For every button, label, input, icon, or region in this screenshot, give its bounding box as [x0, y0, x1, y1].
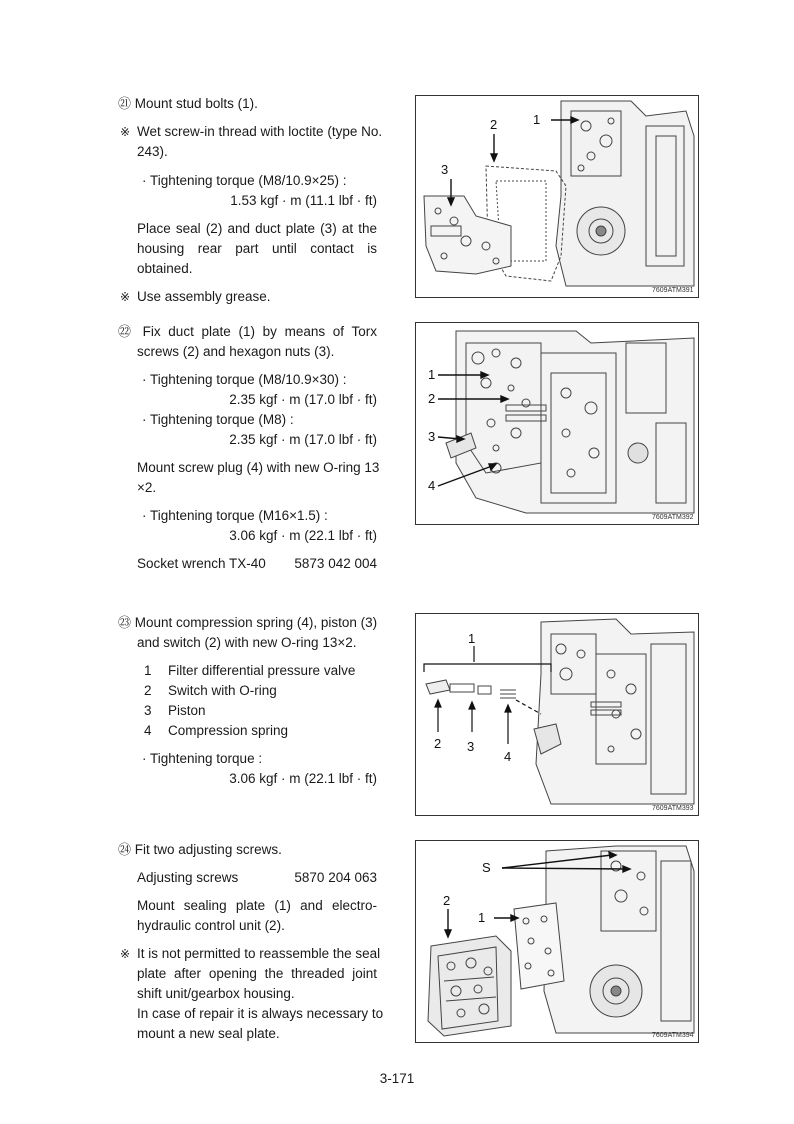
torque-value: 2.35 kgf · m (17.0 lbf · ft) — [229, 392, 377, 407]
list-item-number: 1 — [144, 663, 152, 678]
assembly-illustration — [416, 614, 698, 815]
figure-code: 7609ATM391 — [652, 287, 694, 294]
figure-7609ATM394 — [415, 840, 699, 1043]
note-mark: ※ — [120, 125, 131, 139]
figure-code: 7609ATM392 — [652, 514, 694, 521]
list-item-label: Switch with O-ring — [168, 683, 277, 698]
callout-1: 1 — [478, 910, 486, 925]
tool-number: 5870 204 063 — [294, 870, 377, 885]
note-text-line: mount a new seal plate. — [137, 1026, 280, 1041]
list-item-number: 4 — [144, 723, 152, 738]
callout-1: 1 — [533, 112, 541, 127]
note-text-line: 243). — [137, 144, 168, 159]
title-line: and switch (2) with new O-ring 13×2. — [137, 635, 357, 650]
paragraph-line: housing rear part until contact is — [137, 241, 377, 256]
list-item-label: Compression spring — [168, 723, 289, 738]
list-item-label: Piston — [168, 703, 206, 718]
callout-2: 2 — [490, 117, 498, 132]
torque-label: · Tightening torque (M8/10.9×25) : — [142, 173, 347, 188]
list-item-number: 2 — [144, 683, 152, 698]
callout-3: 3 — [428, 429, 436, 444]
callout-2: 2 — [428, 391, 436, 406]
step-21-title: ㉑ Mount stud bolts (1). — [118, 96, 258, 112]
assembly-illustration — [416, 96, 698, 297]
callout-s: S — [482, 860, 491, 875]
step-22-title: ㉒ Fix duct plate (1) by means of Torx — [118, 324, 377, 340]
torque-value: 2.35 kgf · m (17.0 lbf · ft) — [229, 432, 377, 447]
note-mark: ※ — [120, 290, 131, 304]
step-21-number: ㉑ — [118, 97, 132, 112]
figure-code: 7609ATM393 — [652, 805, 694, 812]
torque-label: · Tightening torque : — [142, 751, 263, 766]
step-24-number: ㉔ — [118, 843, 132, 858]
step-24-title: ㉔ Fit two adjusting screws. — [118, 842, 282, 858]
figure-code: 7609ATM394 — [652, 1032, 694, 1039]
step-23-title: ㉓ Mount compression spring (4), piston (3) — [118, 615, 378, 631]
callout-2: 2 — [434, 736, 442, 751]
assembly-illustration — [416, 841, 698, 1042]
title-line: screws (2) and hexagon nuts (3). — [137, 344, 335, 359]
note-text-line: plate after opening the threaded joint — [137, 966, 377, 981]
tool-name: Socket wrench TX-40 — [137, 556, 266, 571]
torque-label: · Tightening torque (M16×1.5) : — [142, 508, 328, 523]
torque-label: · Tightening torque (M8/10.9×30) : — [142, 372, 347, 387]
paragraph-line: hydraulic control unit (2). — [137, 918, 285, 933]
assembly-illustration — [416, 323, 698, 524]
torque-label: · Tightening torque (M8) : — [142, 412, 294, 427]
torque-value: 3.06 kgf · m (22.1 lbf · ft) — [229, 771, 377, 786]
callout-3: 3 — [441, 162, 449, 177]
note-text-line: shift unit/gearbox housing. — [137, 986, 295, 1001]
torque-value: 1.53 kgf · m (11.1 lbf · ft) — [230, 193, 377, 208]
step-22-number: ㉒ — [118, 325, 135, 340]
callout-1: 1 — [468, 631, 476, 646]
callout-3: 3 — [467, 739, 475, 754]
callout-2: 2 — [443, 893, 451, 908]
paragraph-line: obtained. — [137, 261, 193, 276]
paragraph-line: Place seal (2) and duct plate (3) at the — [137, 221, 377, 236]
tool-name: Adjusting screws — [137, 870, 239, 885]
paragraph-line: ×2. — [137, 480, 157, 495]
list-item-number: 3 — [144, 703, 152, 718]
paragraph-line: Mount sealing plate (1) and electro- — [137, 898, 377, 913]
note-mark: ※ — [120, 947, 131, 961]
paragraph-line: Mount screw plug (4) with new O-ring 13 — [137, 460, 380, 475]
note-text-line: Wet screw-in thread with loctite (type No. — [137, 124, 383, 139]
callout-4: 4 — [428, 478, 436, 493]
callout-4: 4 — [504, 749, 512, 764]
note-text-line: Use assembly grease. — [137, 289, 271, 304]
page-number: 3-171 — [379, 1071, 415, 1086]
tool-number: 5873 042 004 — [294, 556, 377, 571]
note-text-line: It is not permitted to reassemble the seal — [137, 946, 381, 961]
list-item-label: Filter differential pressure valve — [168, 663, 356, 678]
figure-7609ATM393 — [415, 613, 699, 816]
note-text-line: In case of repair it is always necessary to — [137, 1006, 384, 1021]
figure-7609ATM391 — [415, 95, 699, 298]
torque-value: 3.06 kgf · m (22.1 lbf · ft) — [229, 528, 377, 543]
step-23-number: ㉓ — [118, 616, 132, 631]
figure-7609ATM392 — [415, 322, 699, 525]
callout-1: 1 — [428, 367, 436, 382]
